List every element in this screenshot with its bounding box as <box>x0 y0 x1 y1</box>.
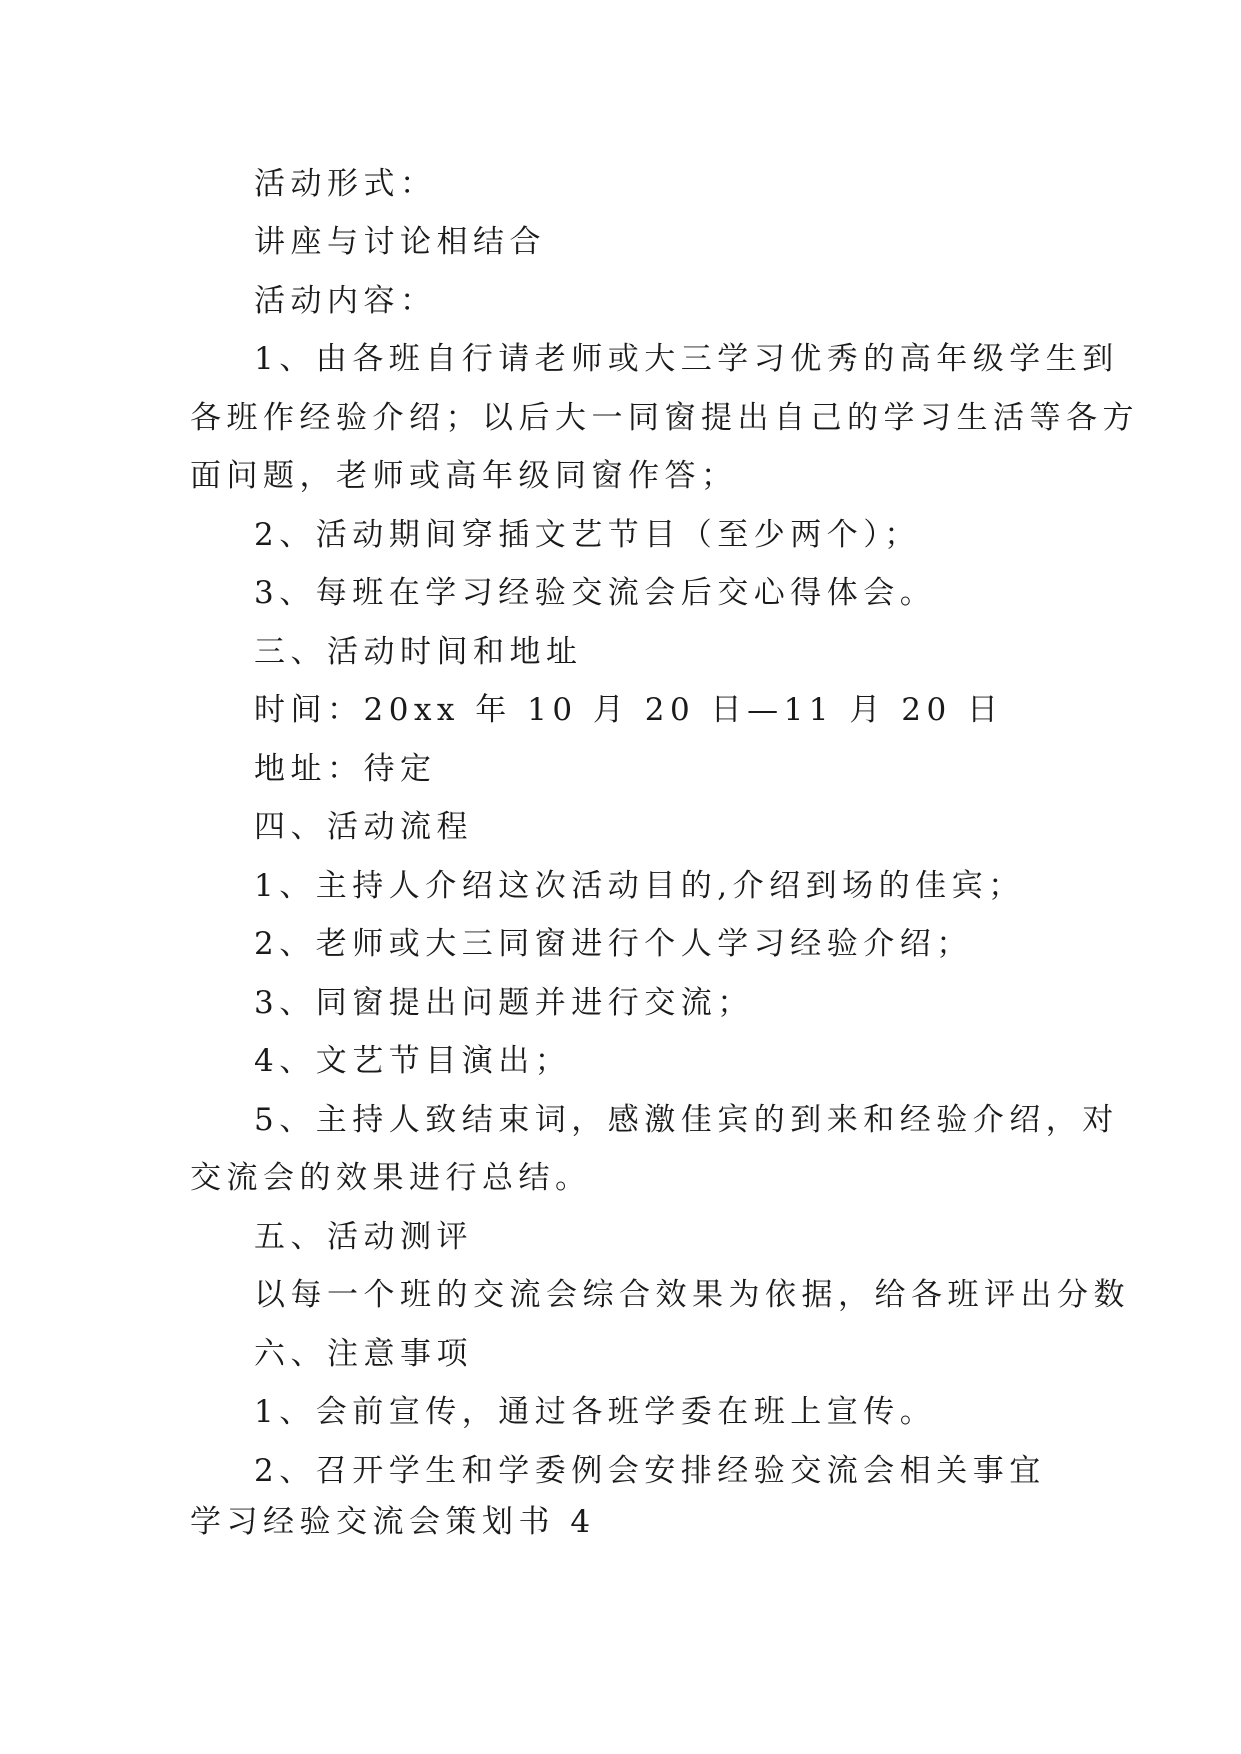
text-line: 5、主持人致结束词，感激佳宾的到来和经验介绍，对 <box>254 1102 1119 1138</box>
text-line: 讲座与讨论相结合 <box>254 224 546 260</box>
text-line: 1、由各班自行请老师或大三学习优秀的高年级学生到 <box>254 341 1119 377</box>
text-line: 2、活动期间穿插文艺节目（至少两个）； <box>254 517 921 553</box>
text-line: 交流会的效果进行总结。 <box>190 1160 592 1196</box>
section-heading: 四、活动流程 <box>254 809 473 845</box>
text-line: 1、会前宣传，通过各班学委在班上宣传。 <box>254 1394 937 1430</box>
text-line: 面问题，老师或高年级同窗作答； <box>190 458 738 494</box>
document-title: 学习经验交流会策划书 4 <box>190 1504 596 1540</box>
text-line: 2、召开学生和学委例会安排经验交流会相关事宜 <box>254 1453 1046 1489</box>
text-line: 1、主持人介绍这次活动目的,介绍到场的佳宾； <box>254 868 1025 904</box>
section-heading: 三、活动时间和地址 <box>254 634 583 670</box>
text-line: 2、老师或大三同窗进行个人学习经验介绍； <box>254 926 973 962</box>
text-line: 活动形式： <box>254 166 437 202</box>
text-line: 3、每班在学习经验交流会后交心得体会。 <box>254 575 937 611</box>
text-line: 活动内容： <box>254 283 437 319</box>
text-line: 各班作经验介绍；以后大一同窗提出自己的学习生活等各方 <box>190 400 1139 436</box>
text-line: 3、同窗提出问题并进行交流； <box>254 985 754 1021</box>
text-line: 4、文艺节目演出； <box>254 1043 572 1079</box>
text-line: 时间：20xx 年 10 月 20 日—11 月 20 日 <box>254 692 1004 728</box>
section-heading: 五、活动测评 <box>254 1219 473 1255</box>
text-line: 以每一个班的交流会综合效果为依据，给各班评出分数 <box>254 1277 1130 1313</box>
section-heading: 六、注意事项 <box>254 1336 473 1372</box>
text-line: 地址：待定 <box>254 751 437 787</box>
